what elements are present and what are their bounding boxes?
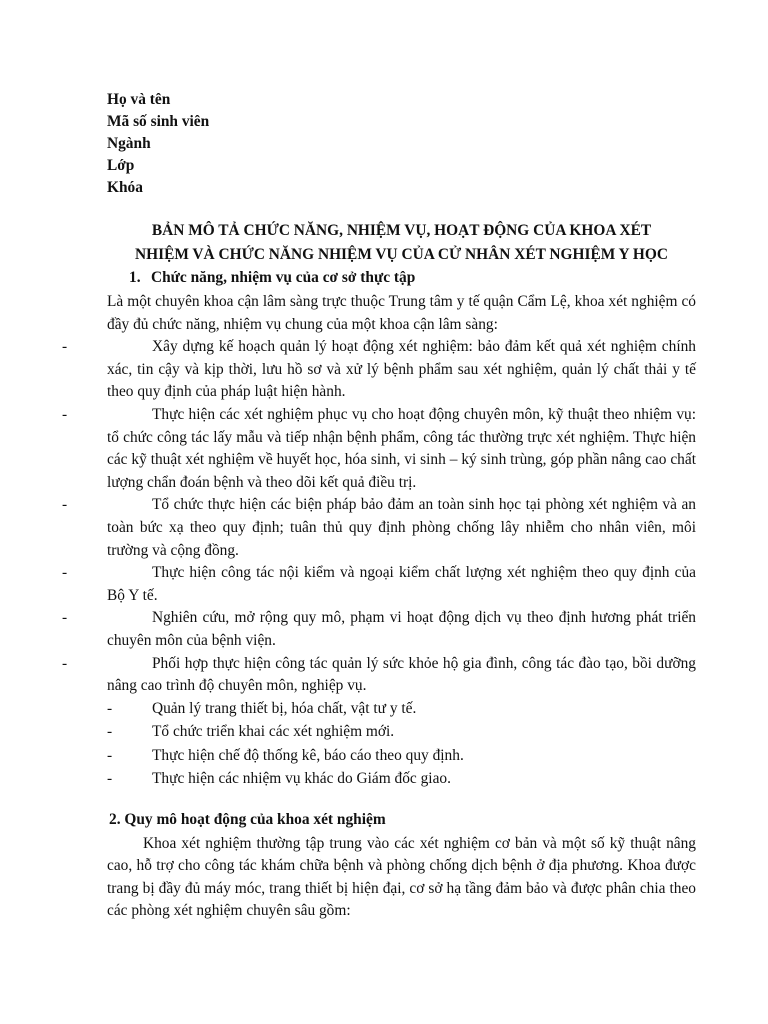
section2-paragraph: Khoa xét nghiệm thường tập trung vào các xét nghiệm cơ bản và một số kỹ thuật nâng cao, hỗ trợ cho công tác khám chữa bệnh và phòng chống dịch bệnh ở địa phương. Khoa được trang bị đầy đủ máy móc, trang thiết bị hiện đại, cơ sở hạ tầng đảm bảo và được phân chia theo các phòng xét nghiệm chuyên sâu gồm: bbox=[107, 834, 696, 920]
title-line-1: BẢN MÔ TẢ CHỨC NĂNG, NHIỆM VỤ, HOẠT ĐỘNG CỦA KHOA XÉT bbox=[151, 222, 652, 239]
bullet-item bbox=[62, 562, 696, 607]
section1-number: 1. bbox=[129, 269, 141, 286]
bullet-text: Thực hiện các nhiệm vụ khác do Giám đốc giao. bbox=[152, 770, 451, 788]
section1-intro: Là một chuyên khoa cận lâm sàng trực thuộc Trung tâm y tế quận Cẩm Lệ, khoa xét nghiệm có đầy đủ chức năng, nhiệm vụ chung của một khoa cận lâm sàng: bbox=[107, 293, 696, 333]
class-label: Lớp bbox=[107, 157, 135, 174]
dash-marker: - bbox=[62, 609, 68, 627]
bullet-item bbox=[62, 494, 696, 562]
section1-heading-text: Chức năng, nhiệm vụ của cơ sở thực tập bbox=[151, 269, 416, 286]
bullet-text: Quản lý trang thiết bị, hóa chất, vật tư y tế. bbox=[152, 699, 417, 717]
bullet-text: Tổ chức triển khai các xét nghiệm mới. bbox=[152, 723, 395, 741]
title-line-2: NHIỆM VÀ CHỨC NĂNG NHIỆM VỤ CỦA CỬ NHÂN XÉT NGHIỆM Y HỌC bbox=[135, 246, 668, 263]
bullet-item bbox=[107, 745, 696, 769]
bullet-text: Nghiên cứu, mở rộng quy mô, phạm vi hoạt động dịch vụ theo định hương phát triển chuyên môn của bệnh viện. bbox=[107, 609, 696, 649]
dash-marker: - bbox=[62, 338, 68, 356]
bullet-item bbox=[107, 768, 696, 792]
student-id-label: Mã số sinh viên bbox=[107, 113, 210, 130]
bullet-item bbox=[62, 336, 696, 404]
dash-marker: - bbox=[107, 723, 113, 741]
bullet-item bbox=[62, 653, 696, 698]
bullet-text: Phối hợp thực hiện công tác quản lý sức khỏe hộ gia đình, công tác đào tạo, bồi dưỡng nâng cao trình độ chuyên môn, nghiệp vụ. bbox=[107, 654, 696, 695]
bullet-item bbox=[107, 698, 696, 722]
dash-marker: - bbox=[62, 496, 68, 514]
dash-marker: - bbox=[107, 746, 113, 764]
dash-marker: - bbox=[107, 770, 113, 788]
bullet-text: Thực hiện chế độ thống kê, báo cáo theo quy định. bbox=[152, 746, 464, 764]
bullet-text: Tổ chức thực hiện các biện pháp bảo đảm an toàn sinh học tại phòng xét nghiệm và an toàn bức xạ theo quy định; tuân thủ quy định phòng chống lây nhiễm cho nhân viên, môi trường và cộng đồng. bbox=[107, 496, 696, 559]
document-content bbox=[62, 89, 696, 923]
section2-heading: 2. Quy mô hoạt động của khoa xét nghiệm bbox=[109, 810, 386, 828]
student-info-block bbox=[107, 89, 696, 199]
dash-marker: - bbox=[107, 699, 113, 717]
bullet-item bbox=[62, 607, 696, 652]
bullet-text: Thực hiện các xét nghiệm phục vụ cho hoạt động chuyên môn, kỹ thuật theo nhiệm vụ: tổ chức công tác lấy mẫu và tiếp nhận bệnh phẩm, công tác thường trực xét nghiệm. Thực hiện các kỹ thuật xét nghiệm về huyết học, hóa sinh, vi sinh – ký sinh trùng, góp phần nâng cao chất lượng chẩn đoán bệnh và theo dõi kết quả điều trị. bbox=[107, 405, 696, 491]
dash-marker: - bbox=[62, 405, 68, 423]
course-label: Khóa bbox=[107, 179, 143, 196]
bullet-text: Thực hiện công tác nội kiểm và ngoại kiểm chất lượng xét nghiệm theo quy định của Bộ Y tế. bbox=[107, 564, 696, 604]
major-label: Ngành bbox=[107, 135, 151, 152]
dash-marker: - bbox=[62, 654, 68, 672]
section1-heading bbox=[107, 267, 696, 291]
dash-marker: - bbox=[62, 564, 68, 582]
bullet-text: Xây dựng kế hoạch quản lý hoạt động xét nghiệm: bảo đảm kết quả xét nghiệm chính xác, tin cậy và kịp thời, lưu hồ sơ và xử lý bệnh phẩm sau xét nghiệm, quản lý chất thải y tế theo quy định của pháp luật hiện hành. bbox=[107, 338, 696, 401]
document-title bbox=[101, 219, 702, 267]
bullet-item bbox=[107, 721, 696, 745]
bullet-item bbox=[62, 404, 696, 494]
name-label: Họ và tên bbox=[107, 91, 171, 108]
